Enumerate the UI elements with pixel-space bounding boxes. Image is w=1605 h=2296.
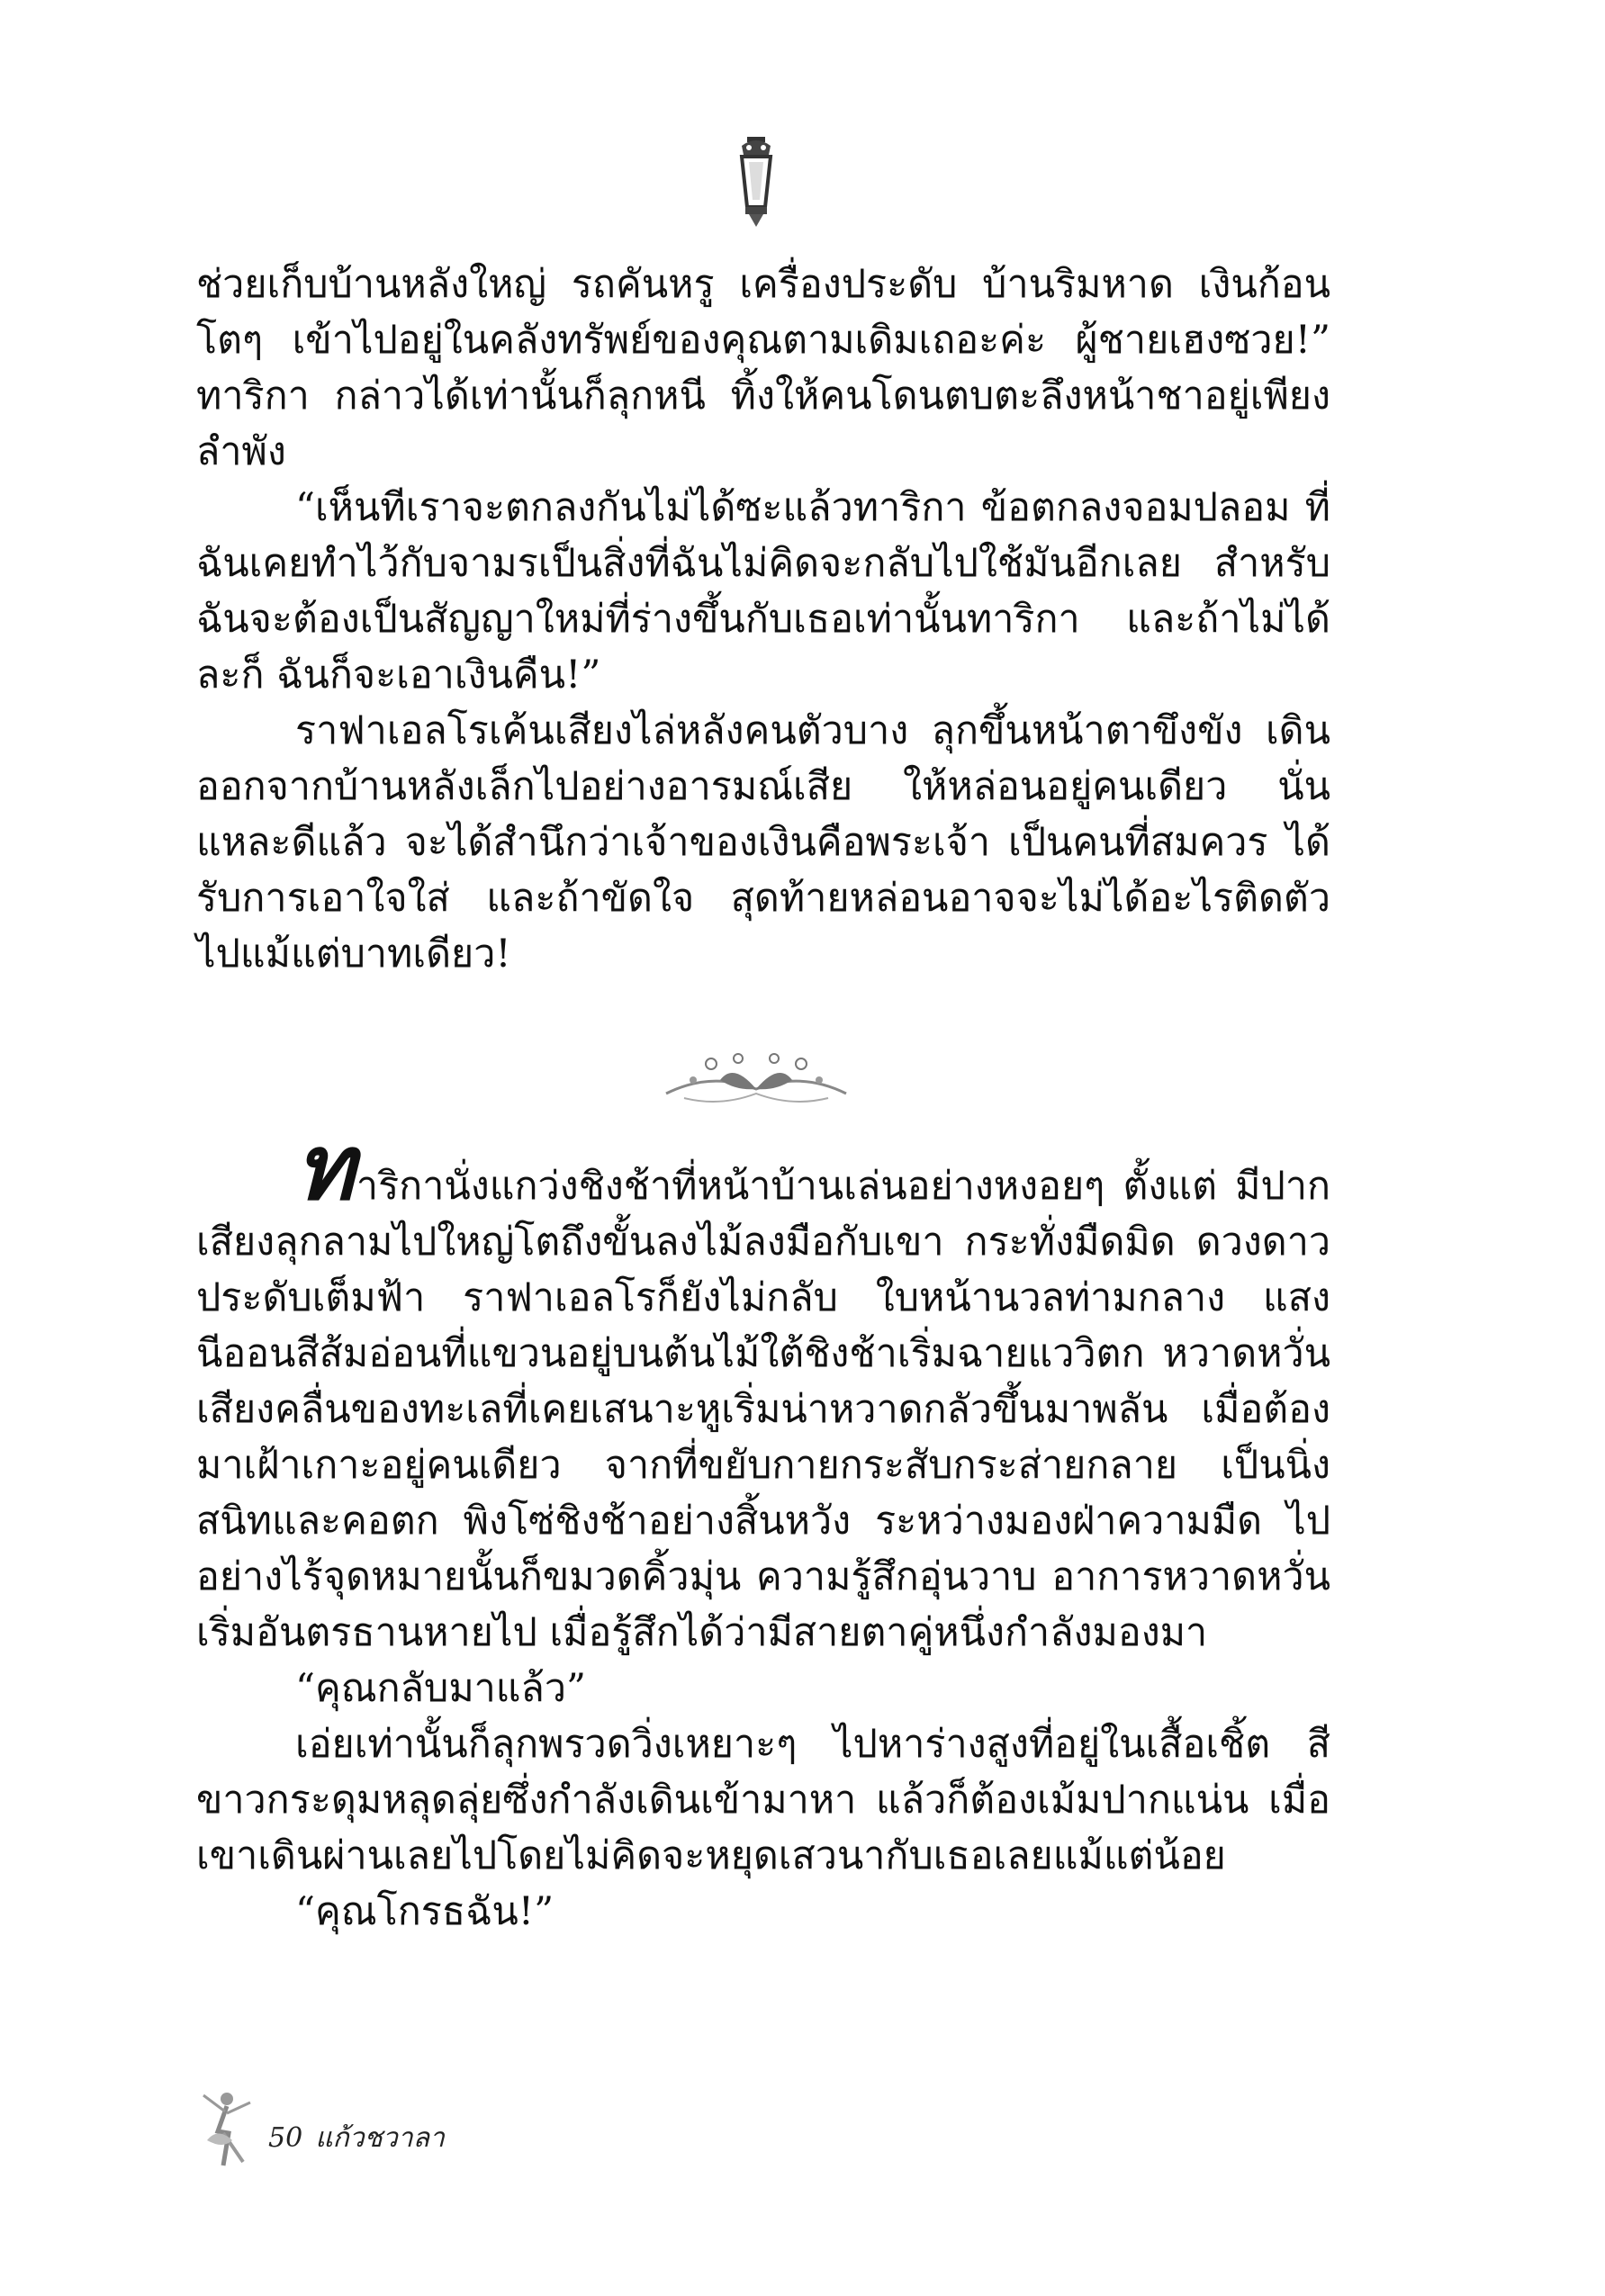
dancer-figure-icon [191, 2086, 263, 2172]
page-number: 50 [268, 2121, 303, 2154]
text-block-bottom [196, 1115, 1330, 1940]
paragraph: “คุณกลับมาแล้ว” [295, 1666, 587, 1711]
footer-text [268, 2117, 457, 2159]
drop-cap: ท [295, 1115, 355, 1220]
lantern-ornament-icon [729, 135, 783, 234]
paragraph: “คุณโกรธฉัน!” [295, 1889, 555, 1934]
paragraph [196, 1115, 1330, 1661]
text-block-top [196, 257, 1330, 982]
paragraph: ช่วยเก็บบ้านหลังใหญ่ รถคันหรู เครื่องประดับ บ้านริมหาด เงินก้อนโตๆ เข้าไปอยู่ในคลังทรัพย์ของคุณตามเดิมเถอะค่ะ ผู้ชายเฮงซวย!” ทาริกา กล่าวได้เท่านั้นก็ลุกหนี ทิ้งให้คนโดนตบตะลึงหน้าชาอยู่เพียงลำพัง [196, 262, 1330, 474]
paragraph: “เห็นทีเราจะตกลงกันไม่ได้ซะแล้วทาริกา ข้อตกลงจอมปลอม ที่ฉันเคยทำไว้กับจามรเป็นสิ่งที่ฉันไม่คิดจะกลับไปใช้มันอีกเลย สำหรับ ฉันจะต้องเป็นสัญญาใหม่ที่ร่างขึ้นกับเธอเท่านั้นทาริกา และถ้าไม่ได้ ละก็ ฉันก็จะเอาเงินคืน!” [196, 485, 1330, 698]
page-footer [191, 2088, 457, 2169]
book-title: แก้วชวาลา [315, 2121, 445, 2154]
floral-divider-icon [657, 1044, 855, 1116]
paragraph: เอ่ยเท่านั้นก็ลุกพรวดวิ่งเหยาะๆ ไปหาร่างสูงที่อยู่ในเสื้อเชิ้ต สีขาวกระดุมหลุดลุ่ยซึ่งกำลังเดินเข้ามาหา แล้วก็ต้องเม้มปากแน่น เมื่อเขาเดินผ่านเลยไปโดยไม่คิดจะหยุดเสวนากับเธอเลยแม้แต่น้อย [196, 1722, 1330, 1878]
paragraph: ราฟาเอลโรเค้นเสียงไล่หลังคนตัวบาง ลุกขึ้นหน้าตาขึงขัง เดินออกจากบ้านหลังเล็กไปอย่างอารมณ์เสีย ให้หล่อนอยู่คนเดียว นั่นแหละดีแล้ว จะได้สำนึกว่าเจ้าของเงินคือพระเจ้า เป็นคนที่สมควร ได้รับการเอาใจใส่ และถ้าขัดใจ สุดท้ายหล่อนอาจจะไม่ได้อะไรติดตัว ไปแม้แต่บาทเดียว! [196, 708, 1330, 977]
paragraph-text: าริกานั่งแกว่งชิงช้าที่หน้าบ้านเล่นอย่างหงอยๆ ตั้งแต่ มีปากเสียงลุกลามไปใหญ่โตถึงขั้นลงไม้ลงมือกับเขา กระทั่งมืดมิด ดวงดาวประดับเต็มฟ้า ราฟาเอลโรก็ยังไม่กลับ ใบหน้านวลท่ามกลาง แสงนีออนสีส้มอ่อนที่แขวนอยู่บนต้นไม้ใต้ชิงช้าเริ่มฉายแววิตก หวาดหวั่น เสียงคลื่นของทะเลที่เคยเสนาะหูเริ่มน่าหวาดกลัวขึ้นมาพลัน เมื่อต้องมาเฝ้าเกาะอยู่คนเดียว จากที่ขยับกายกระสับกระส่ายกลาย เป็นนิ่งสนิทและคอตก พิงโซ่ชิงช้าอย่างสิ้นหวัง ระหว่างมองฝ่าความมืด ไปอย่างไร้จุดหมายนั้นก็ขมวดคิ้วมุ่น ความรู้สึกอุ่นวาบ อาการหวาดหวั่น เริ่มอันตรธานหายไป เมื่อรู้สึกได้ว่ามีสายตาคู่หนึ่งกำลังมองมา [196, 1164, 1330, 1655]
